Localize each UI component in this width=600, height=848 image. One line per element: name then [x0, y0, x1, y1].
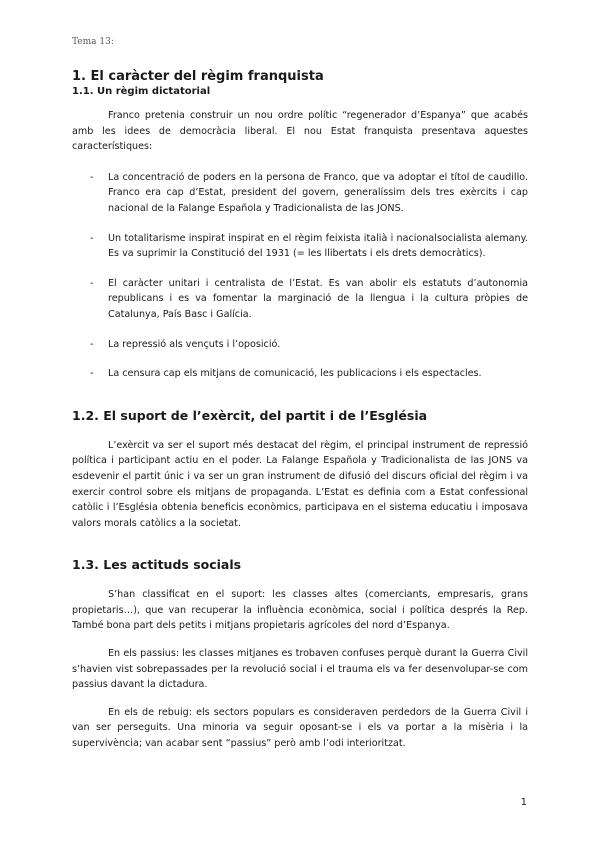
list-item-text: El caràcter unitari i centralista de l’Estat. Es van abolir els estatuts d’autonomia republicans i es va fomentar la marginació de la llengua i la cultura pròpies de Catalunya, País Basc i Galícia. [108, 277, 528, 320]
list-item [72, 337, 528, 353]
paragraph-passive: En els passius: les classes mitjanes es trobaven confuses perquè durant la Guerra Civil s’havien vist sobrepassades per la revolució social i el trauma els va fer desenvolupar-se com passius davant la dictadura. [72, 648, 528, 691]
paragraph-support: S’han classificat en el suport: les classes altes (comerciants, empresaris, grans propietaris…), que van recuperar la influència econòmica, social i política després la Rep. També bona part dels petits i mitjans propietaris agrícoles del nord d’Espanya. [72, 589, 528, 632]
section-1-2-title: 1.2. El suport de l’exèrcit, del partit i de l’Església [72, 407, 428, 423]
list-item-text: La concentració de poders en la persona de Franco, que va adoptar el títol de caudillo. Franco era cap d’Estat, president del govern, generalíssim dels tres exèrcits i cap nacional de la Falange Española y Tradicionalista de las JONS. [108, 171, 528, 214]
bullet-dash: - [90, 338, 94, 350]
section-1-intro: Franco pretenia construir un nou ordre polític “regenerador d’Espanya” que acabés amb les idees de democràcia liberal. El nou Estat franquista presentava aquestes característiques: [72, 110, 528, 153]
section-1-title: 1. El caràcter del règim franquista [72, 69, 324, 84]
list-item [72, 276, 528, 323]
section-1-1-subtitle: 1.1. Un règim dictatorial [72, 86, 211, 97]
list-item-text: Un totalitarisme inspirat inspirat en el règim feixista italià i nacionalsocialista alemany. Es va suprimir la Constitució del 1931 (= les llibertats i els drets democràtics). [108, 232, 528, 260]
list-item [72, 366, 528, 382]
paragraph-rejection: En els de rebuig: els sectors populars es consideraven perdedors de la Guerra Civil i van ser perseguits. Una minoria va seguir oposant-se i els va portar a la misèria i la supervivència; van acabar sent “passius” però amb l’odi interioritzat. [72, 706, 528, 750]
page-number: 1 [520, 797, 527, 808]
list-item-text: La repressió als vençuts i l’oposició. [108, 338, 281, 350]
running-header: Tema 13: [72, 37, 114, 47]
list-item [72, 231, 528, 262]
bullet-dash: - [90, 171, 94, 183]
bullet-dash: - [90, 232, 94, 244]
bullet-dash: - [90, 368, 94, 380]
page-content [72, 68, 528, 752]
section-1-2-body: L’exèrcit va ser el suport més destacat del règim, el principal instrument de repressió política i participant actiu en el poder. La Falange Española y Tradicionalista de las JONS va esdevenir el partit únic i va ser un gran instrument de difusió del discurs oficial del règim i va exercir control sobre els mitjans de propaganda. L’Estat es definia com a Estat confessional catòlic i l’Església obtenia beneficis econòmics, participava en el sistema educatiu i imposava valors morals catòlics a la societat. [72, 439, 528, 529]
section-1-3-title: 1.3. Les actituds socials [72, 557, 242, 573]
list-item [72, 170, 528, 217]
list-item-text: La censura cap els mitjans de comunicació, les publicacions i els espectacles. [108, 368, 482, 380]
bullet-dash: - [90, 277, 94, 289]
